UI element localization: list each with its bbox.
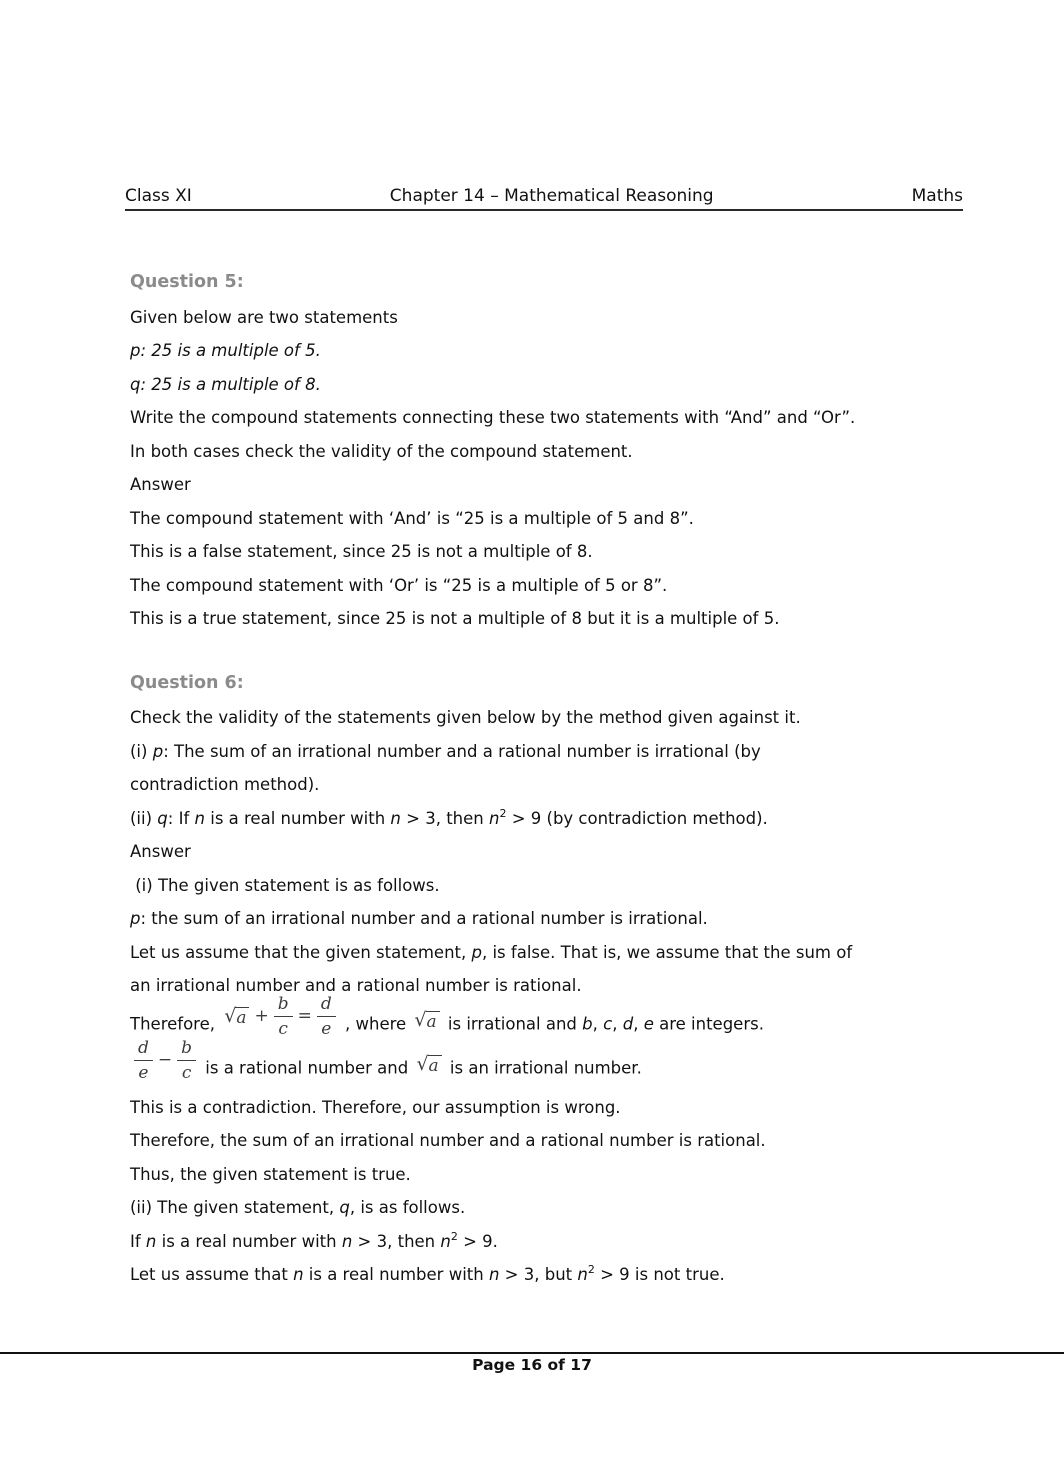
text-run: Therefore, the sum of an irrational number and a rational number is rational. <box>130 1131 766 1150</box>
paragraph <box>130 301 970 335</box>
math-expression <box>414 1008 439 1032</box>
paragraph <box>130 902 970 936</box>
paragraph <box>130 802 970 836</box>
text-run: is a real number with <box>303 1265 489 1284</box>
fraction-numerator: d <box>134 1039 153 1061</box>
text-run: n <box>341 1231 353 1251</box>
text-run: This is a false statement, since 25 is not a multiple of 8. <box>130 542 593 561</box>
text-run: This is a true statement, since 25 is not a multiple of 8 but it is a multiple of 5. <box>130 609 780 628</box>
text-run: p <box>130 909 141 928</box>
paragraph <box>130 936 970 970</box>
text-run: 2 <box>587 1263 595 1276</box>
fraction-denominator: e <box>138 1062 149 1083</box>
text-run: > 9 is not true. <box>594 1265 725 1284</box>
paragraph <box>130 835 970 869</box>
text-run: p <box>471 942 482 962</box>
paragraph <box>130 435 970 469</box>
document-content <box>130 266 970 1292</box>
text-run: > 9. <box>457 1231 498 1251</box>
text-run: p: 25 is a multiple of 5. <box>130 341 321 360</box>
paragraph <box>130 1258 970 1292</box>
text-run: > 3, then <box>352 1231 441 1251</box>
text-run: q <box>339 1198 350 1217</box>
math-expression <box>224 995 336 1039</box>
text-run: Answer <box>130 475 191 494</box>
fraction-numerator: b <box>177 1039 196 1061</box>
text-run: If <box>130 1231 146 1251</box>
radicand: a <box>426 1011 440 1031</box>
text-run: q: 25 is a multiple of 8. <box>130 374 321 394</box>
fraction <box>317 995 336 1039</box>
text-run: Therefore, <box>130 1014 221 1033</box>
page-header <box>125 186 963 211</box>
sqrt-expression <box>414 1008 439 1032</box>
text-run: n <box>488 808 500 828</box>
text-run: This is a contradiction. Therefore, our assumption is wrong. <box>130 1097 621 1117</box>
math-operator: − <box>157 1050 173 1070</box>
paragraph <box>130 1191 970 1225</box>
text-run: is a rational number and <box>200 1058 414 1077</box>
radical-sign: √ <box>416 1052 429 1075</box>
text-run: Check the validity of the statements given below by the method given against it. <box>130 708 801 727</box>
header-subject-label: Maths <box>911 186 963 206</box>
text-run: (ii) The given statement, <box>130 1198 340 1217</box>
radical-sign: √ <box>224 1004 237 1027</box>
text-run: contradiction method). <box>130 775 320 794</box>
question-heading: Question 5: <box>130 272 244 292</box>
text-run: n <box>440 1231 451 1251</box>
radical-sign: √ <box>414 1008 427 1031</box>
text-run: n <box>293 1265 304 1284</box>
paragraph <box>130 569 970 603</box>
paragraph <box>130 869 970 903</box>
paragraph <box>130 768 970 802</box>
fraction-denominator: c <box>278 1018 288 1039</box>
text-run: (i) <box>130 741 153 761</box>
radicand: a <box>235 1007 249 1027</box>
text-run: is irrational and <box>442 1014 583 1033</box>
text-run: is a real number with <box>204 808 391 828</box>
text-run: , is false. That is, we assume that the sum of <box>481 942 853 962</box>
text-run: , <box>612 1014 623 1033</box>
text-run: The compound statement with ‘And’ is “25 is a multiple of 5 and 8”. <box>130 508 694 528</box>
text-run: : If <box>167 808 195 828</box>
paragraph <box>130 1225 970 1259</box>
text-run: Let us assume that <box>130 1265 294 1284</box>
paragraph <box>130 368 970 402</box>
text-run: Let us assume that the given statement, <box>130 942 472 962</box>
paragraph <box>130 602 970 636</box>
text-run: c <box>603 1014 613 1033</box>
sqrt-expression <box>416 1052 441 1076</box>
text-run: q <box>157 808 168 828</box>
text-run: n <box>488 1265 500 1284</box>
paragraph <box>130 1158 970 1192</box>
text-run: : the sum of an irrational number and a rational number is irrational. <box>140 909 708 928</box>
text-run: > 3, then <box>400 808 489 828</box>
text-run: e <box>643 1014 654 1033</box>
fraction-denominator: e <box>321 1018 332 1039</box>
text-run: > 3, but <box>499 1265 578 1284</box>
text-run: Given below are two statements <box>130 307 398 327</box>
text-run: 2 <box>499 806 507 820</box>
text-run: p <box>152 741 164 761</box>
text-run: Thus, the given statement is true. <box>130 1164 411 1184</box>
question-heading: Question 6: <box>130 672 244 693</box>
text-run: n <box>390 808 401 828</box>
text-run: , <box>633 1014 644 1033</box>
text-run: are integers. <box>653 1014 764 1033</box>
paragraph <box>130 993 970 1047</box>
paragraph <box>130 535 970 569</box>
text-run: In both cases check the validity of the compound statement. <box>130 441 633 461</box>
text-run: (i) The given statement is as follows. <box>130 875 440 895</box>
text-run: 2 <box>450 1229 458 1243</box>
math-expression <box>416 1052 441 1076</box>
paragraph <box>130 701 970 735</box>
text-run: Write the compound statements connecting these two statements with “And” and “Or”. <box>130 408 856 427</box>
text-run: , where <box>339 1014 412 1033</box>
text-run: d <box>622 1014 634 1033</box>
text-run: Answer <box>130 842 191 861</box>
text-run: The compound statement with ‘Or’ is “25 is a multiple of 5 or 8”. <box>130 575 668 595</box>
paragraph <box>130 1037 970 1091</box>
paragraph <box>130 334 970 368</box>
text-run: n <box>145 1231 157 1251</box>
text-run: , is as follows. <box>349 1198 466 1217</box>
fraction-numerator: d <box>317 995 336 1017</box>
paragraph <box>130 1124 970 1158</box>
paragraph <box>130 1091 970 1125</box>
text-run: an irrational number and a rational number is rational. <box>130 976 582 995</box>
text-run: , <box>592 1014 604 1033</box>
text-run: b <box>582 1014 593 1033</box>
paragraph <box>130 735 970 769</box>
page-number-label: Page 16 of 17 <box>472 1356 592 1374</box>
header-chapter-title: Chapter 14 – Mathematical Reasoning <box>389 186 714 206</box>
fraction <box>134 1039 153 1083</box>
text-run: (ii) <box>130 808 158 828</box>
math-expression <box>134 1039 196 1083</box>
text-run: is an irrational number. <box>444 1058 642 1077</box>
math-operator: = <box>297 1006 312 1026</box>
math-operator: + <box>254 1006 269 1026</box>
text-run: > 9 (by contradiction method). <box>506 808 768 828</box>
text-run: is a real number with <box>156 1231 342 1251</box>
radicand: a <box>428 1055 442 1075</box>
fraction-denominator: c <box>181 1062 192 1083</box>
text-run: n <box>194 808 205 828</box>
fraction <box>274 995 293 1039</box>
paragraph <box>130 502 970 536</box>
paragraph <box>130 468 970 502</box>
fraction-numerator: b <box>274 995 293 1017</box>
text-run: n <box>577 1265 588 1284</box>
paragraph <box>130 401 970 435</box>
header-class-label: Class XI <box>125 186 192 206</box>
text-run: : The sum of an irrational number and a rational number is irrational (by <box>163 741 761 761</box>
sqrt-expression <box>224 1004 249 1028</box>
footer-divider <box>0 1352 1064 1354</box>
fraction <box>177 1039 196 1083</box>
